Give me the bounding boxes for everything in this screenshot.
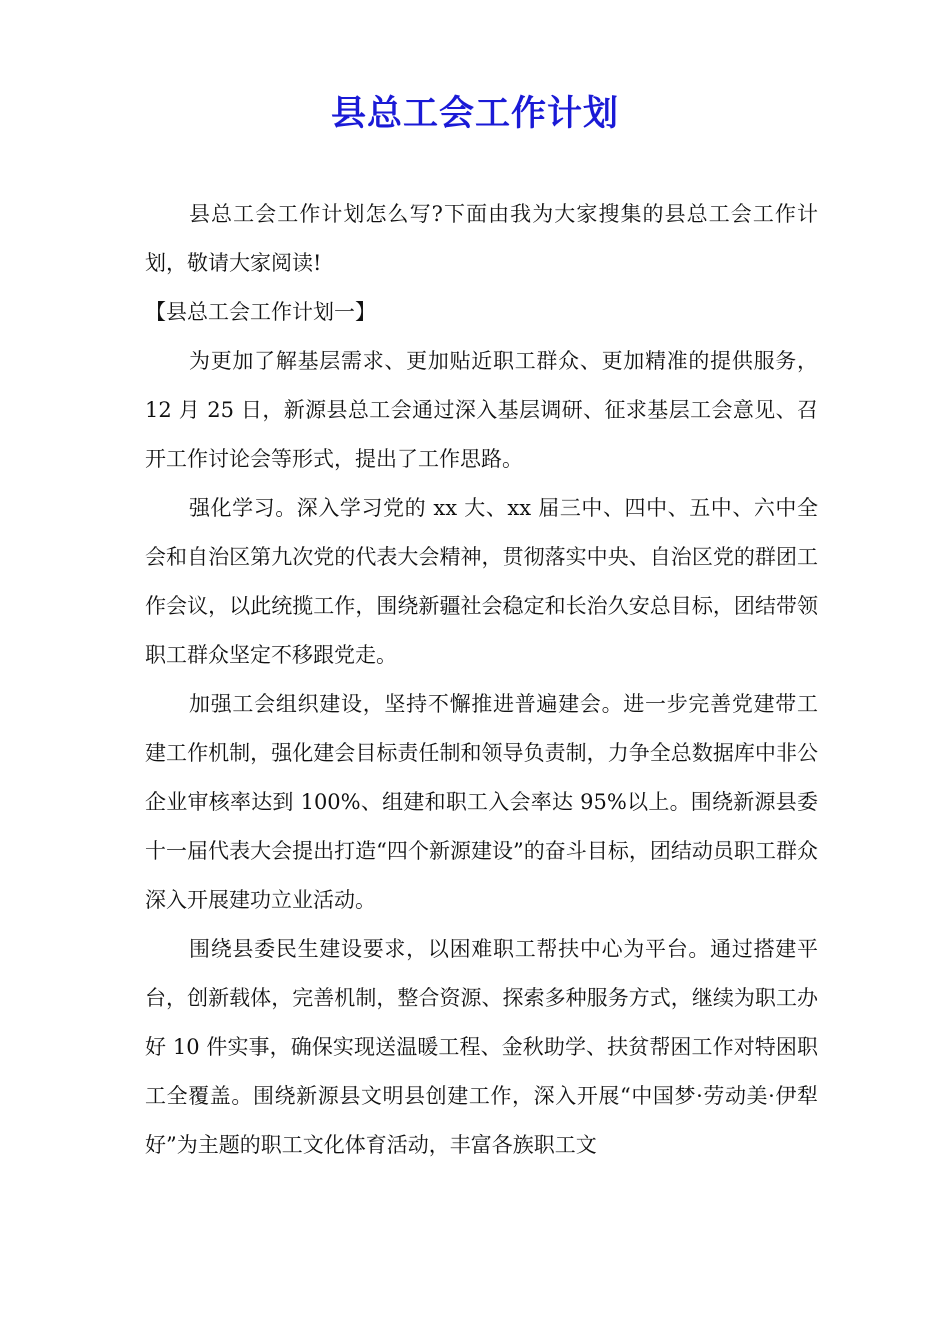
body-paragraph-4: 围绕县委民生建设要求，以困难职工帮扶中心为平台。通过搭建平台，创新载体，完善机制，整合资源、探索多种服务方式，继续为职工办好 10 件实事，确保实现送温暖工程、金秋助学、扶贫帮困工作对特困职工全覆盖。围绕新源县文明县创建工作，深入开展“中国梦·劳动美·伊犁好”为主题的职工文化体育活动，丰富各族职工文 xyxy=(145,937,818,1157)
document-title: 县总工会工作计划 xyxy=(330,93,619,134)
body-paragraph-3: 加强工会组织建设，坚持不懈推进普遍建会。进一步完善党建带工建工作机制，强化建会目标责任制和领导负责制，力争全总数据库中非公企业审核率达到 100%、组建和职工入会率达 95%以上。围绕新源县委十一届代表大会提出打造“四个新源建设”的奋斗目标，团结动员职工群众深入开展建功立业活动。 xyxy=(145,692,818,912)
body-paragraph-1: 为更加了解基层需求、更加贴近职工群众、更加精准的提供服务，12 月 25 日，新源县总工会通过深入基层调研、征求基层工会意见、召开工作讨论会等形式，提出了工作思路。 xyxy=(145,349,818,471)
body-paragraph-2: 强化学习。深入学习党的 xx 大、xx 届三中、四中、五中、六中全会和自治区第九次党的代表大会精神，贯彻落实中央、自治区党的群团工作会议，以此统揽工作，围绕新疆社会稳定和长治久安总目标，团结带领职工群众坚定不移跟党走。 xyxy=(145,496,818,667)
document-body xyxy=(145,190,818,1170)
section-heading: 【县总工会工作计划一】 xyxy=(145,300,376,324)
intro-paragraph: 县总工会工作计划怎么写?下面由我为大家搜集的县总工会工作计划，敬请大家阅读! xyxy=(145,202,818,275)
